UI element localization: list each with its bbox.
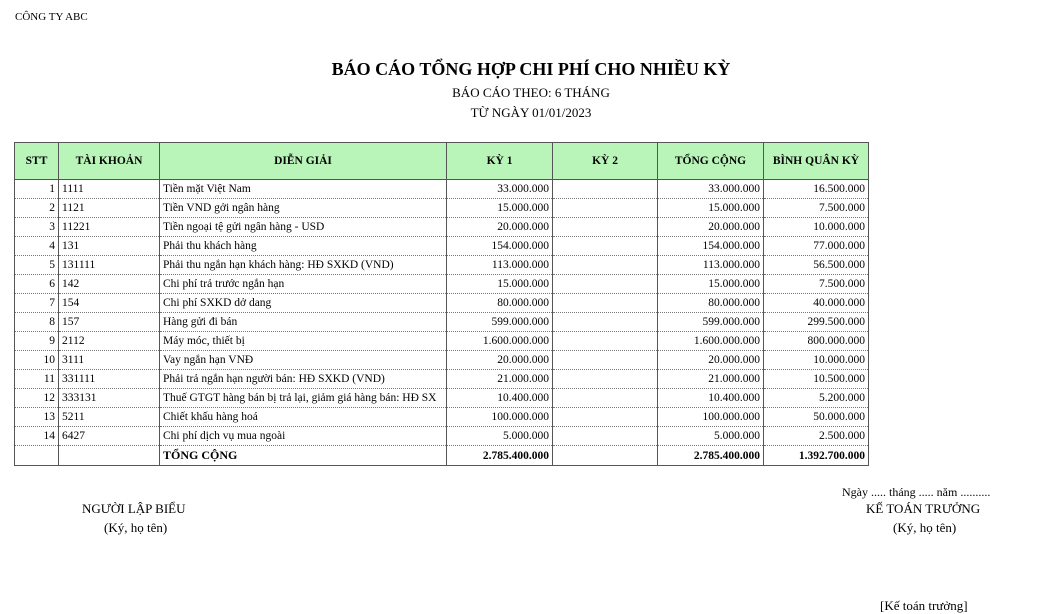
report-period: BÁO CÁO THEO: 6 THÁNG [452, 85, 610, 100]
row-stt: 9 [15, 332, 59, 351]
header-account: TÀI KHOẢN [59, 143, 160, 180]
row-description: Thuế GTGT hàng bán bị trả lại, giảm giá hàng bán: HĐ SX [160, 389, 447, 408]
row-description: Tiền VND gởi ngân hàng [160, 199, 447, 218]
row-stt: 8 [15, 313, 59, 332]
preparer-signature-note: (Ký, họ tên) [104, 520, 168, 535]
row-description: Máy móc, thiết bị [160, 332, 447, 351]
row-period-1: 20.000.000 [447, 351, 553, 370]
total-sum: 2.785.400.000 [658, 446, 764, 466]
table-row [15, 237, 869, 256]
row-period-2 [553, 275, 658, 294]
row-period-2 [553, 199, 658, 218]
row-account: 142 [59, 275, 160, 294]
row-description: Phải trả ngắn hạn người bán: HĐ SXKD (VND) [160, 370, 447, 389]
row-account: 154 [59, 294, 160, 313]
row-average: 50.000.000 [764, 408, 869, 427]
total-period-1: 2.785.400.000 [447, 446, 553, 466]
row-average: 7.500.000 [764, 199, 869, 218]
table-row [15, 294, 869, 313]
row-average: 10.000.000 [764, 218, 869, 237]
row-period-2 [553, 370, 658, 389]
row-average: 7.500.000 [764, 275, 869, 294]
row-total: 20.000.000 [658, 218, 764, 237]
table-row [15, 199, 869, 218]
total-period-2 [553, 446, 658, 466]
row-period-1: 80.000.000 [447, 294, 553, 313]
row-total: 21.000.000 [658, 370, 764, 389]
row-total: 15.000.000 [658, 275, 764, 294]
row-stt: 11 [15, 370, 59, 389]
row-average: 10.500.000 [764, 370, 869, 389]
row-stt: 4 [15, 237, 59, 256]
header-period-2: KỲ 2 [553, 143, 658, 180]
total-label: TỔNG CỘNG [160, 446, 447, 466]
row-period-1: 154.000.000 [447, 237, 553, 256]
row-period-1: 113.000.000 [447, 256, 553, 275]
table-row [15, 313, 869, 332]
row-total: 100.000.000 [658, 408, 764, 427]
row-stt: 14 [15, 427, 59, 446]
row-average: 2.500.000 [764, 427, 869, 446]
row-account: 333131 [59, 389, 160, 408]
row-period-1: 1.600.000.000 [447, 332, 553, 351]
table-row [15, 351, 869, 370]
row-period-2 [553, 389, 658, 408]
row-total: 80.000.000 [658, 294, 764, 313]
row-period-2 [553, 218, 658, 237]
table-row [15, 180, 869, 199]
row-period-2 [553, 294, 658, 313]
row-stt: 7 [15, 294, 59, 313]
row-description: Hàng gửi đi bán [160, 313, 447, 332]
date-line: Ngày ..... tháng ..... năm .......... [842, 485, 991, 499]
table-row [15, 370, 869, 389]
row-period-1: 21.000.000 [447, 370, 553, 389]
chief-accountant-title: KẾ TOÁN TRƯỞNG [866, 501, 981, 516]
row-period-2 [553, 408, 658, 427]
row-period-2 [553, 313, 658, 332]
row-description: Phải thu ngắn hạn khách hàng: HĐ SXKD (VND) [160, 256, 447, 275]
total-row [15, 446, 869, 466]
row-account: 131 [59, 237, 160, 256]
row-average: 16.500.000 [764, 180, 869, 199]
row-average: 299.500.000 [764, 313, 869, 332]
row-total: 10.400.000 [658, 389, 764, 408]
row-description: Phải thu khách hàng [160, 237, 447, 256]
row-period-2 [553, 351, 658, 370]
total-stt-cell [15, 446, 59, 466]
cost-summary-table [14, 142, 869, 466]
row-average: 77.000.000 [764, 237, 869, 256]
row-total: 33.000.000 [658, 180, 764, 199]
row-period-2 [553, 427, 658, 446]
row-period-1: 5.000.000 [447, 427, 553, 446]
row-description: Chi phí SXKD dở dang [160, 294, 447, 313]
row-description: Chi phí trả trước ngắn hạn [160, 275, 447, 294]
chief-accountant-signature-note: (Ký, họ tên) [893, 520, 957, 535]
table-row [15, 389, 869, 408]
table-row [15, 408, 869, 427]
row-period-2 [553, 332, 658, 351]
row-period-2 [553, 256, 658, 275]
table-row [15, 427, 869, 446]
row-description: Chiết khấu hàng hoá [160, 408, 447, 427]
row-description: Vay ngắn hạn VNĐ [160, 351, 447, 370]
header-average: BÌNH QUÂN KỲ [764, 143, 869, 180]
row-description: Tiền mặt Việt Nam [160, 180, 447, 199]
header-total: TỔNG CỘNG [658, 143, 764, 180]
row-period-1: 15.000.000 [447, 275, 553, 294]
row-period-1: 15.000.000 [447, 199, 553, 218]
table-row [15, 332, 869, 351]
row-period-1: 599.000.000 [447, 313, 553, 332]
row-account: 1111 [59, 180, 160, 199]
row-total: 113.000.000 [658, 256, 764, 275]
row-account: 5211 [59, 408, 160, 427]
row-description: Tiền ngoại tệ gửi ngân hàng - USD [160, 218, 447, 237]
table-body [15, 180, 869, 446]
row-period-1: 100.000.000 [447, 408, 553, 427]
row-period-1: 33.000.000 [447, 180, 553, 199]
row-period-1: 10.400.000 [447, 389, 553, 408]
row-period-1: 20.000.000 [447, 218, 553, 237]
report-start-date: TỪ NGÀY 01/01/2023 [470, 105, 592, 120]
row-stt: 3 [15, 218, 59, 237]
row-stt: 10 [15, 351, 59, 370]
row-average: 800.000.000 [764, 332, 869, 351]
row-stt: 2 [15, 199, 59, 218]
row-total: 599.000.000 [658, 313, 764, 332]
row-period-2 [553, 180, 658, 199]
row-period-2 [553, 237, 658, 256]
table-row [15, 275, 869, 294]
row-total: 1.600.000.000 [658, 332, 764, 351]
row-description: Chi phí dịch vụ mua ngoài [160, 427, 447, 446]
total-account-cell [59, 446, 160, 466]
row-total: 154.000.000 [658, 237, 764, 256]
row-account: 331111 [59, 370, 160, 389]
row-stt: 5 [15, 256, 59, 275]
table-header-row [15, 143, 869, 180]
row-total: 15.000.000 [658, 199, 764, 218]
total-average: 1.392.700.000 [764, 446, 869, 466]
row-account: 3111 [59, 351, 160, 370]
row-average: 10.000.000 [764, 351, 869, 370]
row-stt: 13 [15, 408, 59, 427]
row-stt: 12 [15, 389, 59, 408]
row-account: 131111 [59, 256, 160, 275]
row-account: 6427 [59, 427, 160, 446]
company-name: CÔNG TY ABC [15, 11, 88, 23]
report-title: BÁO CÁO TỔNG HỢP CHI PHÍ CHO NHIỀU KỲ [331, 59, 731, 79]
row-stt: 6 [15, 275, 59, 294]
header-stt: STT [15, 143, 59, 180]
row-account: 2112 [59, 332, 160, 351]
row-total: 20.000.000 [658, 351, 764, 370]
row-account: 157 [59, 313, 160, 332]
chief-accountant-name: [Kế toán trưởng] [880, 598, 968, 613]
header-period-1: KỲ 1 [447, 143, 553, 180]
table-row [15, 256, 869, 275]
row-average: 56.500.000 [764, 256, 869, 275]
row-account: 11221 [59, 218, 160, 237]
row-average: 5.200.000 [764, 389, 869, 408]
row-account: 1121 [59, 199, 160, 218]
row-total: 5.000.000 [658, 427, 764, 446]
preparer-title: NGƯỜI LẬP BIỂU [82, 501, 186, 516]
row-average: 40.000.000 [764, 294, 869, 313]
table-row [15, 218, 869, 237]
header-description: DIỄN GIẢI [160, 143, 447, 180]
row-stt: 1 [15, 180, 59, 199]
